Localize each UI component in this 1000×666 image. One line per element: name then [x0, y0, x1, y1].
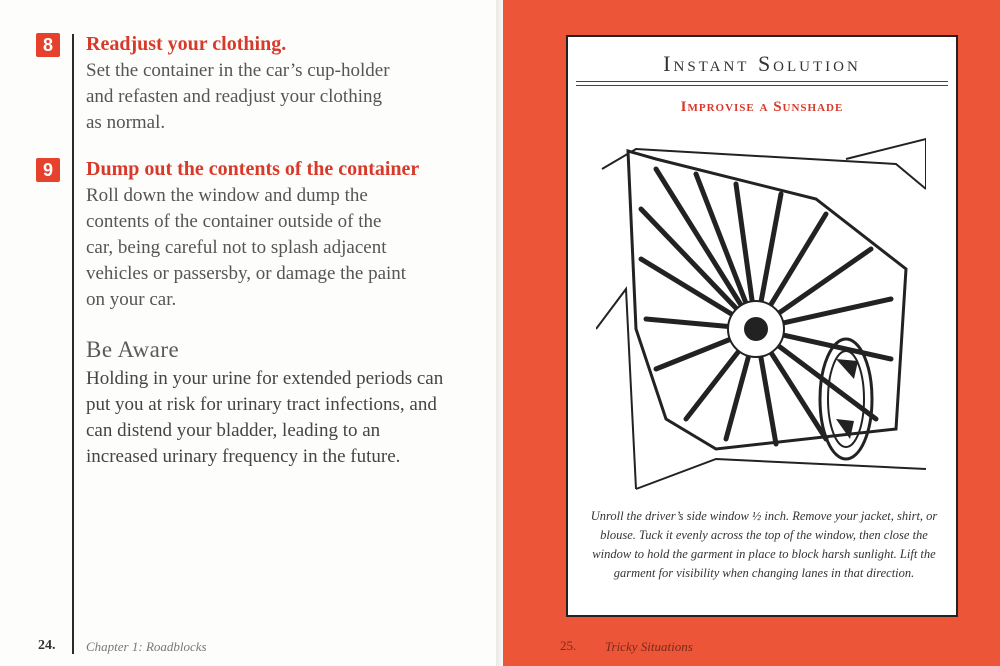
be-aware-heading: Be Aware — [86, 337, 180, 362]
step-body — [86, 58, 390, 136]
step-title: Readjust your clothing. — [86, 33, 287, 55]
step-line: Roll down the window and dump the — [86, 185, 368, 206]
divider — [576, 81, 948, 82]
page-number: 24. — [38, 638, 56, 653]
step-line: and refasten and readjust your clothing — [86, 86, 382, 107]
be-aware-text: Holding in your urine for extended periods can put you at risk for urinary tract infections, and can distend your bladder, leading to an increased urinary frequency in the future. — [86, 368, 444, 467]
running-footer: Tricky Situations — [605, 639, 693, 654]
step-title: Dump out the contents of the container — [86, 158, 420, 180]
step-line: Set the container in the car’s cup-holder — [86, 60, 390, 81]
step-line: as normal. — [86, 112, 166, 133]
illustration-caption: Unroll the driver’s side window ½ inch. Remove your jacket, shirt, or blouse. Tuck it evenly across the top of the window, then close the window to hold the garment in place to block harsh sunlight. Lift the garment for visibility when changing lanes in that direction. — [590, 509, 938, 580]
car-window-sunshade-illustration — [596, 129, 926, 491]
step-body — [86, 183, 406, 313]
margin-rule — [72, 34, 74, 654]
divider — [576, 85, 948, 86]
step-line: contents of the container outside of the — [86, 211, 382, 232]
step-number-badge: 9 — [36, 158, 60, 182]
step-number-badge: 8 — [36, 33, 60, 57]
step-line: on your car. — [86, 289, 177, 310]
running-footer: Chapter 1: Roadblocks — [86, 639, 207, 654]
step-line: vehicles or passersby, or damage the paint — [86, 263, 407, 284]
card-subtitle: Improvise a Sunshade — [680, 99, 844, 115]
page-number: 25. — [560, 638, 577, 653]
instant-solution-card — [566, 35, 958, 617]
step-line: car, being careful not to splash adjacent — [86, 237, 387, 258]
card-title: Instant Solution — [663, 51, 861, 76]
